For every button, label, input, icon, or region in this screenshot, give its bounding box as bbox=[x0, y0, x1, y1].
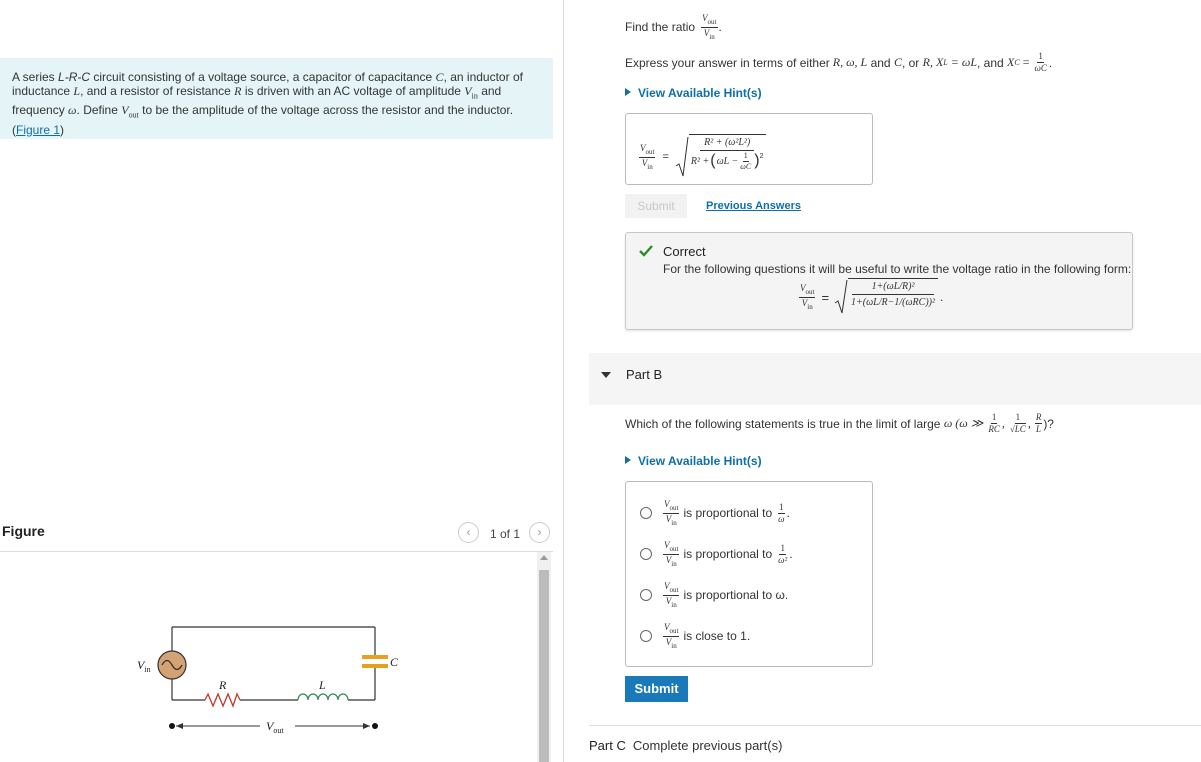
svg-text:Vin bbox=[137, 658, 151, 674]
frac-out: out bbox=[805, 287, 815, 296]
frac-vout: V bbox=[702, 13, 708, 23]
scroll-up-icon[interactable] bbox=[540, 555, 548, 560]
left-pane bbox=[0, 0, 563, 762]
svg-text:Vout bbox=[266, 719, 284, 735]
problem-text: to be the amplitude of the voltage across the resistor and the inductor. ( bbox=[12, 103, 514, 137]
frac-vin: V bbox=[703, 27, 710, 38]
option-ratio bbox=[663, 582, 679, 609]
express-xc: X bbox=[1007, 55, 1015, 69]
frac-out: out bbox=[669, 585, 679, 594]
option-text: is close to 1. bbox=[683, 629, 751, 643]
option-1[interactable]: $\frac{V_{out}}{V_{in}}$ is proportional to $\frac{1}{\omega}$ . bbox=[640, 498, 790, 528]
frac-vout: V bbox=[800, 282, 806, 293]
frac-in: in bbox=[709, 32, 715, 41]
part-b-header[interactable] bbox=[589, 353, 1201, 405]
tail-num: 1 bbox=[780, 542, 785, 553]
feedback-denominator: 1+(ωL/R−1/(ωRC))² bbox=[851, 297, 935, 308]
figure-pager: 1 of 1 bbox=[490, 527, 521, 541]
label-r: R bbox=[219, 678, 227, 692]
xc-fraction bbox=[1034, 52, 1048, 73]
frac-l: L bbox=[1036, 424, 1042, 434]
tail-den: ω² bbox=[778, 554, 788, 565]
frac-vin: V bbox=[665, 554, 672, 565]
option-tail-fraction bbox=[777, 544, 788, 565]
option-text: is proportional to bbox=[683, 506, 773, 520]
frac-in: in bbox=[647, 162, 653, 171]
express-or: , or bbox=[901, 55, 923, 70]
frac-vin: V bbox=[641, 157, 648, 168]
frac-in: in bbox=[807, 302, 813, 311]
express-and2: , and bbox=[977, 55, 1008, 70]
option-ratio bbox=[663, 541, 679, 568]
part-b-question: Which of the following statements is true in the limit of large ω (ω ≫ $\frac{1}{RC}$ , $\frac{1}{√LC}$ , $\frac{R}{L}$ )? bbox=[625, 412, 1054, 434]
frac-vout: V bbox=[664, 621, 670, 632]
label-l: L bbox=[319, 678, 326, 692]
frac-vin: V bbox=[665, 636, 672, 647]
problem-text: , an inductor of inductance bbox=[12, 70, 523, 98]
frac-vin: V bbox=[665, 513, 672, 524]
frac-one: 1 bbox=[1038, 51, 1043, 61]
option-ratio bbox=[663, 500, 679, 527]
var-vout: V bbox=[121, 103, 129, 118]
arrowhead-left-icon bbox=[176, 723, 183, 729]
frac-out: out bbox=[707, 17, 717, 26]
answer-expression bbox=[638, 136, 766, 178]
answer-box[interactable] bbox=[625, 113, 873, 185]
figure-title: Figure bbox=[2, 523, 45, 539]
frac-out: out bbox=[669, 544, 679, 553]
frac-out: out bbox=[669, 626, 679, 635]
problem-text: ) bbox=[60, 122, 65, 137]
radio-option-4[interactable] bbox=[640, 630, 652, 642]
sqrt-icon bbox=[834, 279, 848, 315]
frac-r: R bbox=[1035, 412, 1042, 422]
submit-button-disabled[interactable]: Submit bbox=[625, 194, 687, 218]
label-vout: V bbox=[266, 719, 274, 733]
circuit-diagram bbox=[130, 620, 410, 750]
feedback-correct bbox=[625, 232, 1133, 330]
part-c-text: Complete previous part(s) bbox=[632, 738, 783, 753]
option-text: is proportional to bbox=[683, 547, 773, 561]
part-c bbox=[589, 738, 782, 753]
frac-out: out bbox=[669, 503, 679, 512]
frac-wc: ωC bbox=[1034, 63, 1047, 73]
option-ratio bbox=[663, 623, 679, 650]
var-l: L bbox=[73, 84, 81, 98]
answer-numerator: R² + (ω²L²) bbox=[700, 137, 754, 151]
arrowhead-right-icon bbox=[363, 723, 370, 729]
frac-lc: LC bbox=[1014, 424, 1026, 434]
frac-in: in bbox=[671, 600, 677, 609]
den-inner-fraction bbox=[739, 152, 752, 171]
question-end: )? bbox=[1043, 416, 1054, 431]
problem-statement bbox=[0, 58, 553, 139]
option-tail-fraction bbox=[777, 503, 785, 524]
var-omega: ω bbox=[68, 103, 77, 118]
express-instructions: Express your answer in terms of either R, ω, L and C , or R, X L = ωL , and X C = $\frac{1}{\omega C}$ . bbox=[625, 51, 1053, 73]
var-c: C bbox=[435, 70, 444, 84]
express-vars-1: R, ω, L bbox=[832, 55, 868, 69]
var-vin: V bbox=[464, 84, 472, 98]
scrollbar-thumb[interactable] bbox=[539, 570, 549, 762]
answer-equals: = bbox=[662, 151, 669, 163]
capacitor-plate-bottom bbox=[362, 664, 388, 668]
radio-option-1[interactable] bbox=[640, 507, 652, 519]
frac-vin: V bbox=[665, 595, 672, 606]
feedback-text: For the following questions it will be useful to write the voltage ratio in the following form: bbox=[663, 262, 1132, 276]
frac-wc: ωC bbox=[740, 161, 752, 171]
limit-frac-lc: $\frac{1}{√LC}$ bbox=[1009, 412, 1026, 434]
feedback-formula: $\frac{V_{out}}{V_{in}}$ = 1+(ωL/R)² 1+(ωL/R−1/(ωRC))² . bbox=[798, 279, 943, 315]
radio-option-3[interactable] bbox=[640, 589, 652, 601]
feedback-numerator: 1+(ωL/R)² bbox=[852, 281, 935, 295]
frac-one: 1 bbox=[743, 150, 748, 160]
problem-text: . Define bbox=[76, 103, 122, 118]
express-xc-sub: C bbox=[1014, 58, 1020, 67]
chevron-left-icon: ‹ bbox=[466, 525, 471, 539]
hint-label: View Available Hint(s) bbox=[638, 86, 762, 100]
option-text: is proportional to ω. bbox=[683, 588, 789, 602]
terminal-dot-left bbox=[169, 723, 175, 729]
frac-vin: V bbox=[801, 297, 808, 308]
part-c-label: Part C bbox=[589, 738, 626, 753]
express-eq: = bbox=[1019, 55, 1033, 69]
find-ratio: Find the ratio $\frac{V_{out}}{V_{in}}$ . bbox=[625, 13, 722, 41]
part-c-divider bbox=[589, 725, 1201, 726]
answer-den-prefix: R² + bbox=[690, 155, 710, 167]
frac-vout: V bbox=[664, 580, 670, 591]
var-r: R bbox=[234, 84, 242, 98]
terminal-dot-right bbox=[372, 723, 378, 729]
problem-text: , and a resistor of resistance bbox=[80, 84, 235, 98]
option-3[interactable] bbox=[640, 580, 788, 610]
sqrt-icon bbox=[675, 136, 689, 178]
problem-text: circuit consisting of a voltage source, a capacitor of capacitance bbox=[90, 70, 436, 84]
problem-text: is driven with an AC voltage of amplitude bbox=[241, 84, 465, 98]
next-figure-button[interactable] bbox=[529, 522, 550, 543]
label-vin-sub: in bbox=[144, 665, 151, 674]
figure-scrollbar[interactable] bbox=[537, 552, 551, 762]
frac-one: 1 bbox=[1015, 412, 1021, 422]
express-c: C bbox=[893, 55, 902, 69]
caret-right-icon bbox=[625, 456, 631, 464]
label-c: C bbox=[390, 655, 399, 669]
sqrt-radicand bbox=[689, 134, 766, 171]
answer-den-inner: ωL − bbox=[716, 155, 739, 167]
express-eq-wl: = ωL bbox=[947, 55, 977, 69]
sub-out: out bbox=[128, 110, 139, 120]
submit-button[interactable]: Submit bbox=[625, 676, 688, 702]
frac-in: in bbox=[671, 559, 677, 568]
question-text: Which of the following statements is true in the limit of large bbox=[625, 416, 944, 431]
inductor-icon bbox=[298, 694, 348, 700]
frac-out: out bbox=[645, 147, 655, 156]
hint-label: View Available Hint(s) bbox=[638, 454, 762, 468]
part-b-title[interactable]: Part B bbox=[626, 367, 663, 382]
frac-rc: RC bbox=[988, 424, 1000, 434]
figure-header bbox=[0, 518, 553, 552]
feedback-radicand bbox=[848, 278, 938, 308]
option-4[interactable] bbox=[640, 621, 750, 651]
label-vin: V bbox=[137, 658, 145, 672]
express-vars-2: R, X bbox=[922, 55, 944, 69]
label-vout-sub: out bbox=[273, 726, 284, 735]
previous-answers-link[interactable]: Previous Answers bbox=[706, 200, 801, 212]
feedback-title: Correct bbox=[663, 244, 706, 259]
limit-frac-rl bbox=[1035, 413, 1043, 434]
feedback-ratio bbox=[799, 284, 815, 311]
question-paren: (ω ≫ bbox=[952, 416, 987, 430]
frac-vout: V bbox=[664, 498, 670, 509]
option-2[interactable]: $\frac{V_{out}}{V_{in}}$ is proportional to $\frac{1}{\text{ω²}}$ . bbox=[640, 539, 793, 569]
right-pane bbox=[564, 0, 1201, 762]
tail-den: ω bbox=[778, 513, 785, 524]
figure-link[interactable]: Figure 1 bbox=[16, 122, 61, 137]
problem-text: A series bbox=[12, 70, 59, 84]
caret-down-icon[interactable] bbox=[601, 372, 611, 378]
resistor-icon bbox=[205, 694, 240, 706]
question-var: ω bbox=[943, 416, 953, 430]
sub-in: in bbox=[471, 91, 478, 101]
tail-num: 1 bbox=[779, 501, 784, 512]
checkmark-icon bbox=[639, 245, 653, 257]
hint-link-part-b[interactable] bbox=[625, 454, 762, 468]
frac-vout: V bbox=[640, 142, 646, 153]
chevron-right-icon: › bbox=[537, 525, 542, 539]
prev-figure-button[interactable] bbox=[458, 522, 479, 543]
feedback-equals: = bbox=[821, 289, 830, 305]
options-list bbox=[625, 481, 873, 667]
express-text: Express your answer in terms of either bbox=[625, 55, 830, 70]
answer-denominator: R² + ( ωL − $\frac{1}{\omega C}$ ) $^2$ bbox=[690, 150, 764, 171]
capacitor-plate-top bbox=[362, 655, 388, 659]
frac-in: in bbox=[671, 641, 677, 650]
circuit-type: L-R-C bbox=[58, 70, 91, 84]
answer-ratio bbox=[639, 144, 655, 171]
caret-right-icon bbox=[625, 88, 631, 96]
express-and: and bbox=[867, 55, 894, 70]
express-xl-sub: L bbox=[943, 58, 948, 67]
frac-in: in bbox=[671, 518, 677, 527]
radio-option-2[interactable] bbox=[640, 548, 652, 560]
limit-frac-rc bbox=[987, 413, 1001, 434]
ratio-fraction bbox=[701, 14, 717, 41]
hint-link-part-a[interactable] bbox=[625, 86, 762, 100]
problem-text: and frequency bbox=[12, 84, 502, 118]
find-text: Find the ratio bbox=[625, 20, 696, 35]
frac-vout: V bbox=[664, 539, 670, 550]
frac-one: 1 bbox=[991, 412, 997, 422]
